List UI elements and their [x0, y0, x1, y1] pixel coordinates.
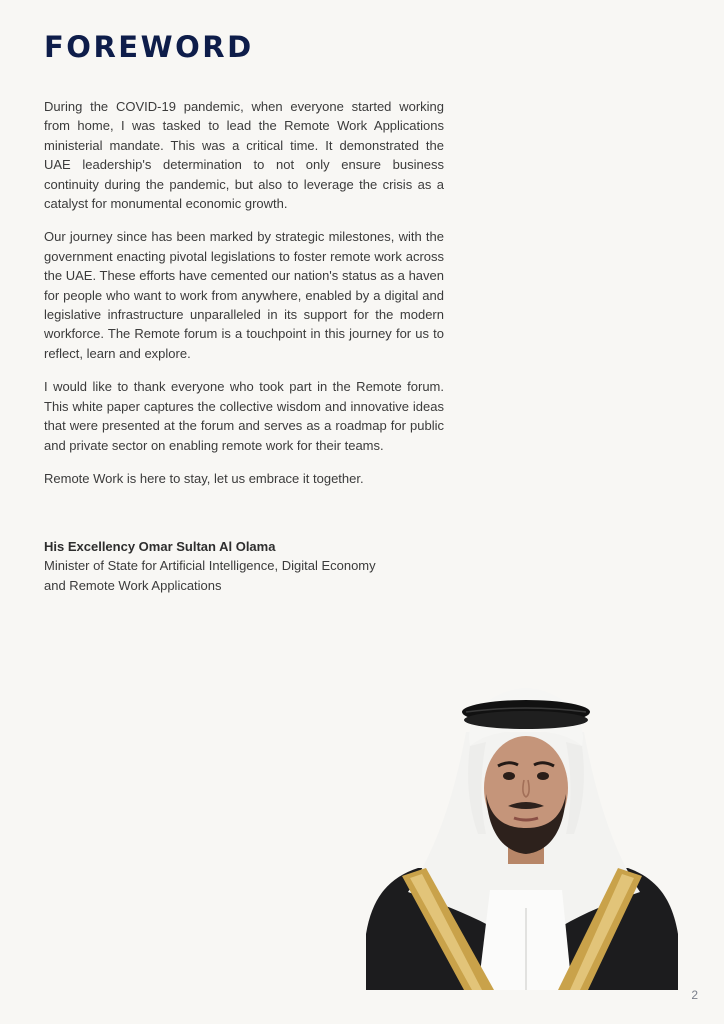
page-number: 2	[691, 988, 698, 1002]
signatory-name: His Excellency Omar Sultan Al Olama	[44, 539, 276, 554]
paragraph-1: During the COVID-19 pandemic, when everyone started working from home, I was tasked to lead the Remote Work Applications ministerial mandate. This was a critical time. It demonstrated the UAE leadership's determination to not only ensure business continuity during the pandemic, but also to leverage the crisis as a catalyst for monumental economic growth.	[44, 99, 444, 212]
portrait-photo	[366, 676, 678, 990]
page-title: FOREWORD	[44, 30, 254, 64]
signature-block	[44, 537, 444, 595]
paragraph-3: I would like to thank everyone who took part in the Remote forum. This white paper captures the collective wisdom and innovative ideas that were presented at the forum and serves as a roadmap for public and private sector on enabling remote work for their teams.	[44, 379, 444, 453]
signatory-role-line-1: Minister of State for Artificial Intelligence, Digital Economy	[44, 558, 376, 574]
foreword-body	[44, 97, 444, 502]
paragraph-2: Our journey since has been marked by strategic milestones, with the government enacting pivotal legislations to foster remote work across the UAE. These efforts have cemented our nation's status as a haven for people who want to work from anywhere, enabled by a digital and legislative infrastructure unparalleled in its support for the modern workforce. The Remote forum is a touchpoint in this journey for us to reflect, learn and explore.	[44, 229, 444, 361]
paragraph-4: Remote Work is here to stay, let us embrace it together.	[44, 470, 364, 486]
signatory-role-line-2: and Remote Work Applications	[44, 577, 222, 593]
